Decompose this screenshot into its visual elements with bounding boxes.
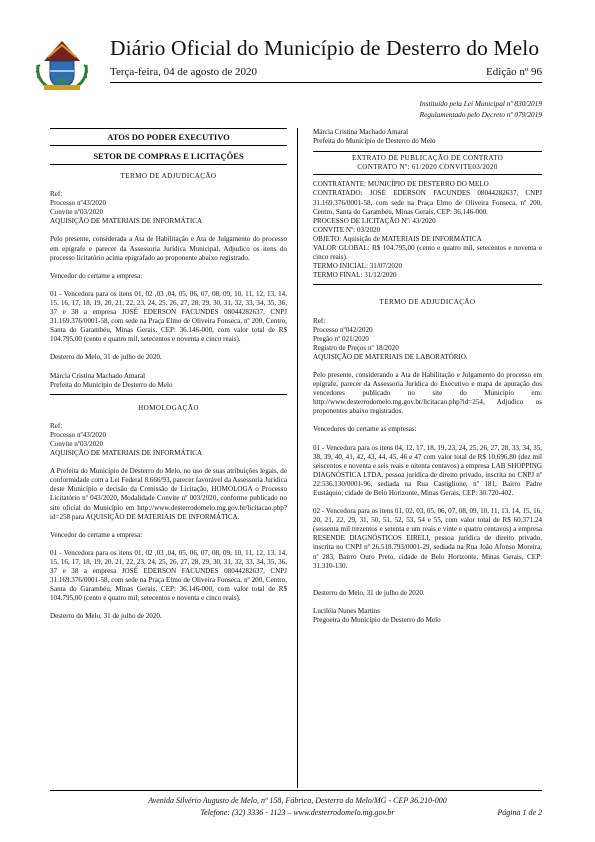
ext-start: TERMO INICIAL: 31/07/2020 xyxy=(313,262,403,271)
right-column xyxy=(313,128,542,625)
adj2-winner-2: 02 - Vencedora para os itens 01, 02, 03, 05, 06, 07, 08, 09, 10, 11, 13, 14, 15, 16, 20, 21, 22, 29, 31, 50, 51, 52, 53, 54 e 55, com valor total de R$ 60.371,24 (sessenta mil trezentos e setenta e um reais e vinte e quatro centavos) a empresa RESENDE DIAGNÓSTICOS EIRELI, pessoa jurídica de direito privado, inscrita no CNPJ nº 26.518.793/0001-29, sediada na Rua João Afonso Moreira, nº 283, Bairro Ouro Preto, cidade de Belo Horizonte, Minas Gerais, CEP: 31.310-130. xyxy=(313,507,542,570)
top-signatory: Márcia Cristina Machado Amaral xyxy=(313,128,409,136)
left-column xyxy=(50,128,287,621)
divider xyxy=(50,394,287,395)
adj-invitation: Convite nº03/2020 xyxy=(50,208,104,217)
adj-process: Processo nº43/2020 xyxy=(50,199,106,208)
divider xyxy=(313,284,542,285)
section-header-executive: ATOS DO PODER EXECUTIVO xyxy=(50,128,287,146)
hom-process: Processo nº43/2020 xyxy=(50,430,106,439)
footer-address: Avenida Silvério Augusto de Melo, nº 158, Fábrica, Desterro do Melo/MG - CEP 36.210-000 xyxy=(148,796,447,805)
ext-end: TERMO FINAL: 31/12/2020 xyxy=(313,271,397,280)
adj2-process: Processo nº042/2020 xyxy=(313,325,373,334)
issue-date: Terça-feira, 04 de agosto de 2020 xyxy=(110,66,258,78)
adj-paragraph: Pelo presente, considerada a Ata de Habilitação e Ata de Julgamento do processo em epígrafe e parecer da Assessoria Jurídica Municipal, Adjudico os itens do processo licitatório acima epigrafado ao proponente abaixo registrado. xyxy=(50,235,287,262)
adj2-signatory: Luciléia Nunes Martins xyxy=(313,606,380,615)
adj2-date: Desterro do Melo, 31 de julho de 2020. xyxy=(313,588,425,597)
adjudication-title-2: TERMO DE ADJUDICAÇÃO xyxy=(379,298,476,307)
ext-process: PROCESSO DE LICITAÇÃO Nº: 43/2020 xyxy=(313,216,436,225)
adj2-registry: Registro de Preços nº 18/2020 xyxy=(313,343,399,352)
institution-note xyxy=(420,98,542,120)
ext-contracted: CONTRATADO: JOSÉ EDERSON FACUNDES 08044282637, CNPJ 31.169.376/0001-58, com sede na Praça Elmo de Oliveira Fonseca, nº 200, Centro, Santa do Garambéu, Minas Gerais, CEP: 36.146-000. xyxy=(313,189,542,216)
adj2-pregao: Pregão nº 021/2020 xyxy=(313,334,369,343)
adj2-winner-1: 01 - Vencedora para os itens 04, 12, 17, 18, 19, 23, 24, 25, 26, 27, 28, 33, 34, 35, 38, 39, 40, 41, 42, 43, 44, 45, 46 e 47 com valor total de R$ 10.696,80 (dez mil seiscentos e noventa e seis reais e oitenta centavos) a empresa LAB SHOPPING DIAGNÓSTICA LTDA, pessoa jurídica de direito privado, inscrita no CNPJ nº 22.536.130/0001-96, sediada na Rua Castiglione, nº 181, Bairro Padre Eustáquio, cidade de Belo Horizonte, Minas Gerais, CEP: 30.720-402. xyxy=(313,443,543,497)
ext-value: VALOR GLOBAL: R$ 104.795,00 (cento e quatro mil, setecentos e noventa e cinco reais). xyxy=(313,244,542,262)
hom-invitation: Convite nº03/2020 xyxy=(50,439,104,448)
contract-extract-header: EXTRATO DE PUBLICAÇÃO DE CONTRATO CONTRATO Nº: 61/2020 CONVITE03/2020 xyxy=(313,151,542,175)
footer-rule xyxy=(50,790,542,791)
hom-ref: Ref: xyxy=(50,421,63,430)
section-header-purchases: SETOR DE COMPRAS E LICITAÇÕES xyxy=(50,148,287,165)
adj2-signatory-role: Pregoeira do Município de Desterro do Melo xyxy=(313,615,441,624)
hom-winner-heading: Vencedor do certame a empresa: xyxy=(50,530,143,539)
adj-winner-paragraph: 01 - Vencedora para os itens 01, 02 ,03 ,04, 05, 06, 07, 08, 09, 10, 11, 12, 13, 14, 15, 16, 17, 18, 19, 20, 21, 22, 23, 24, 25, 26, 27, 28, 29, 30, 31, 32, 33, 34, 35, 36, 37 e 38 a empresa JOSÉ EDERSON FACUNDES 08044282637, CNPJ 31.169.376/0001-58, com sede na Praça Elmo de Oliveira Fonseca, nº 200, Centro, Santa do Garambéu, Minas Gerais, CEP: 36.146-000, com valor total de R$ 104.795,00 (cento e quatro mil, setecentos e noventa e cinco reais). xyxy=(50,289,287,344)
adj-winner-heading: Vencedor do certame a empresa: xyxy=(50,271,143,280)
ext-invitation: CONVITE Nº: 03/2020 xyxy=(313,225,381,234)
header-rule xyxy=(110,82,542,83)
top-signatory-role: Prefeita do Município de Desterro do Melo xyxy=(313,137,436,146)
ext-object: OBJETO: Aquisição de MATERIAIS DE INFORMÁTICA xyxy=(313,234,482,243)
edition-number: Edição nº 96 xyxy=(486,66,542,78)
adj-object: AQUISIÇÃO DE MATERIAIS DE INFORMÁTICA xyxy=(50,217,203,226)
adj-signatory-role: Prefeita do Município de Desterro do Melo xyxy=(50,380,173,389)
adj2-object: AQUISIÇÃO DE MATERIAIS DE LABORATÓRIO. xyxy=(313,352,468,361)
law-line: Instituído pela Lei Municipal nº 830/2019 xyxy=(419,99,542,108)
decree-line: Regulamentado pelo Decreto nº 079/2019 xyxy=(419,110,542,119)
newspaper-title: Diário Oficial do Município de Desterro do Melo xyxy=(110,36,540,60)
ext-contractor: CONTRATANTE: MUNICÍPIO DE DESTERRO DO MELO xyxy=(313,180,489,189)
homologation-title: HOMOLOGAÇÃO xyxy=(138,403,199,412)
hom-winner-paragraph: 01 - Vencedora para os itens 01, 02 ,03 ,04, 05, 06, 07, 08, 09, 10, 11, 12, 13, 14, 15, 16, 17, 18, 19, 20, 21, 22, 23, 24, 25, 26, 27, 28, 29, 30, 31, 32, 33, 34, 35, 36, 37 e 38 a empresa JOSÉ EDERSON FACUNDES 08044282637, CNPJ 31.169.376/0001-58, com sede na Praça Elmo de Oliveira Fonseca, nº 200, Centro, Santa do Garambéu, Minas Gerais, CEP: 36.146-000, com valor total de R$ 104.795,00 (cento e quatro mil, setecentos e noventa e cinco reais). xyxy=(50,548,287,603)
adj2-paragraph: Pelo presente, considerando a Ata de Habilitação e Julgamento do processo em epígrafe, parecer da Assessoria Jurídica do Executivo e mapa de apuração dos vencedores publicado no site do Município em: http://www.desterrodomelo.mg.gov.br/licitacao.php?id=254, Adjudico os proponentes abaixo registrados. xyxy=(313,370,542,416)
adj-date: Desterro do Melo, 31 de julho de 2020. xyxy=(50,353,162,362)
hom-object: AQUISIÇÃO DE MATERIAIS DE INFORMÁTICA xyxy=(50,449,203,458)
adj2-ref: Ref: xyxy=(313,316,326,325)
adjudication-title: TERMO DE ADJUDICAÇÃO xyxy=(120,172,217,180)
footer-contact: Telefone: (32) 3336 - 1123 – www.desterrodomelo.mg.gov.br xyxy=(200,808,395,817)
adj2-winners-heading: Vencedores do certame as empresas: xyxy=(313,425,417,434)
hom-date: Desterro do Melo, 31 de julho de 2020. xyxy=(50,612,162,621)
coat-of-arms-logo xyxy=(30,35,94,93)
adj-signatory: Márcia Cristina Machado Amaral xyxy=(50,371,146,380)
adj-ref: Ref: xyxy=(50,190,63,199)
page-number: Página 1 de 2 xyxy=(497,808,542,817)
column-separator xyxy=(297,128,298,788)
hom-paragraph: A Prefeita do Município de Desterro do Melo, no uso de suas atribuições legais, de conformidade com a Lei Federal 8.666/93, parecer favorável da Assessoria Jurídica deste Município e decisão da Comissão de Licitação, HOMOLOGA o Processo Licitatório nº 043/2020, Modalidade Convite nº 003/2020, conforme publicado no site oficial do Município em http://www.desterrodomelo.mg.gov.br/licitacao.php?id=258 para AQUISIÇÃO DE MATERIAIS DE INFORMÁTICA. xyxy=(50,467,287,521)
